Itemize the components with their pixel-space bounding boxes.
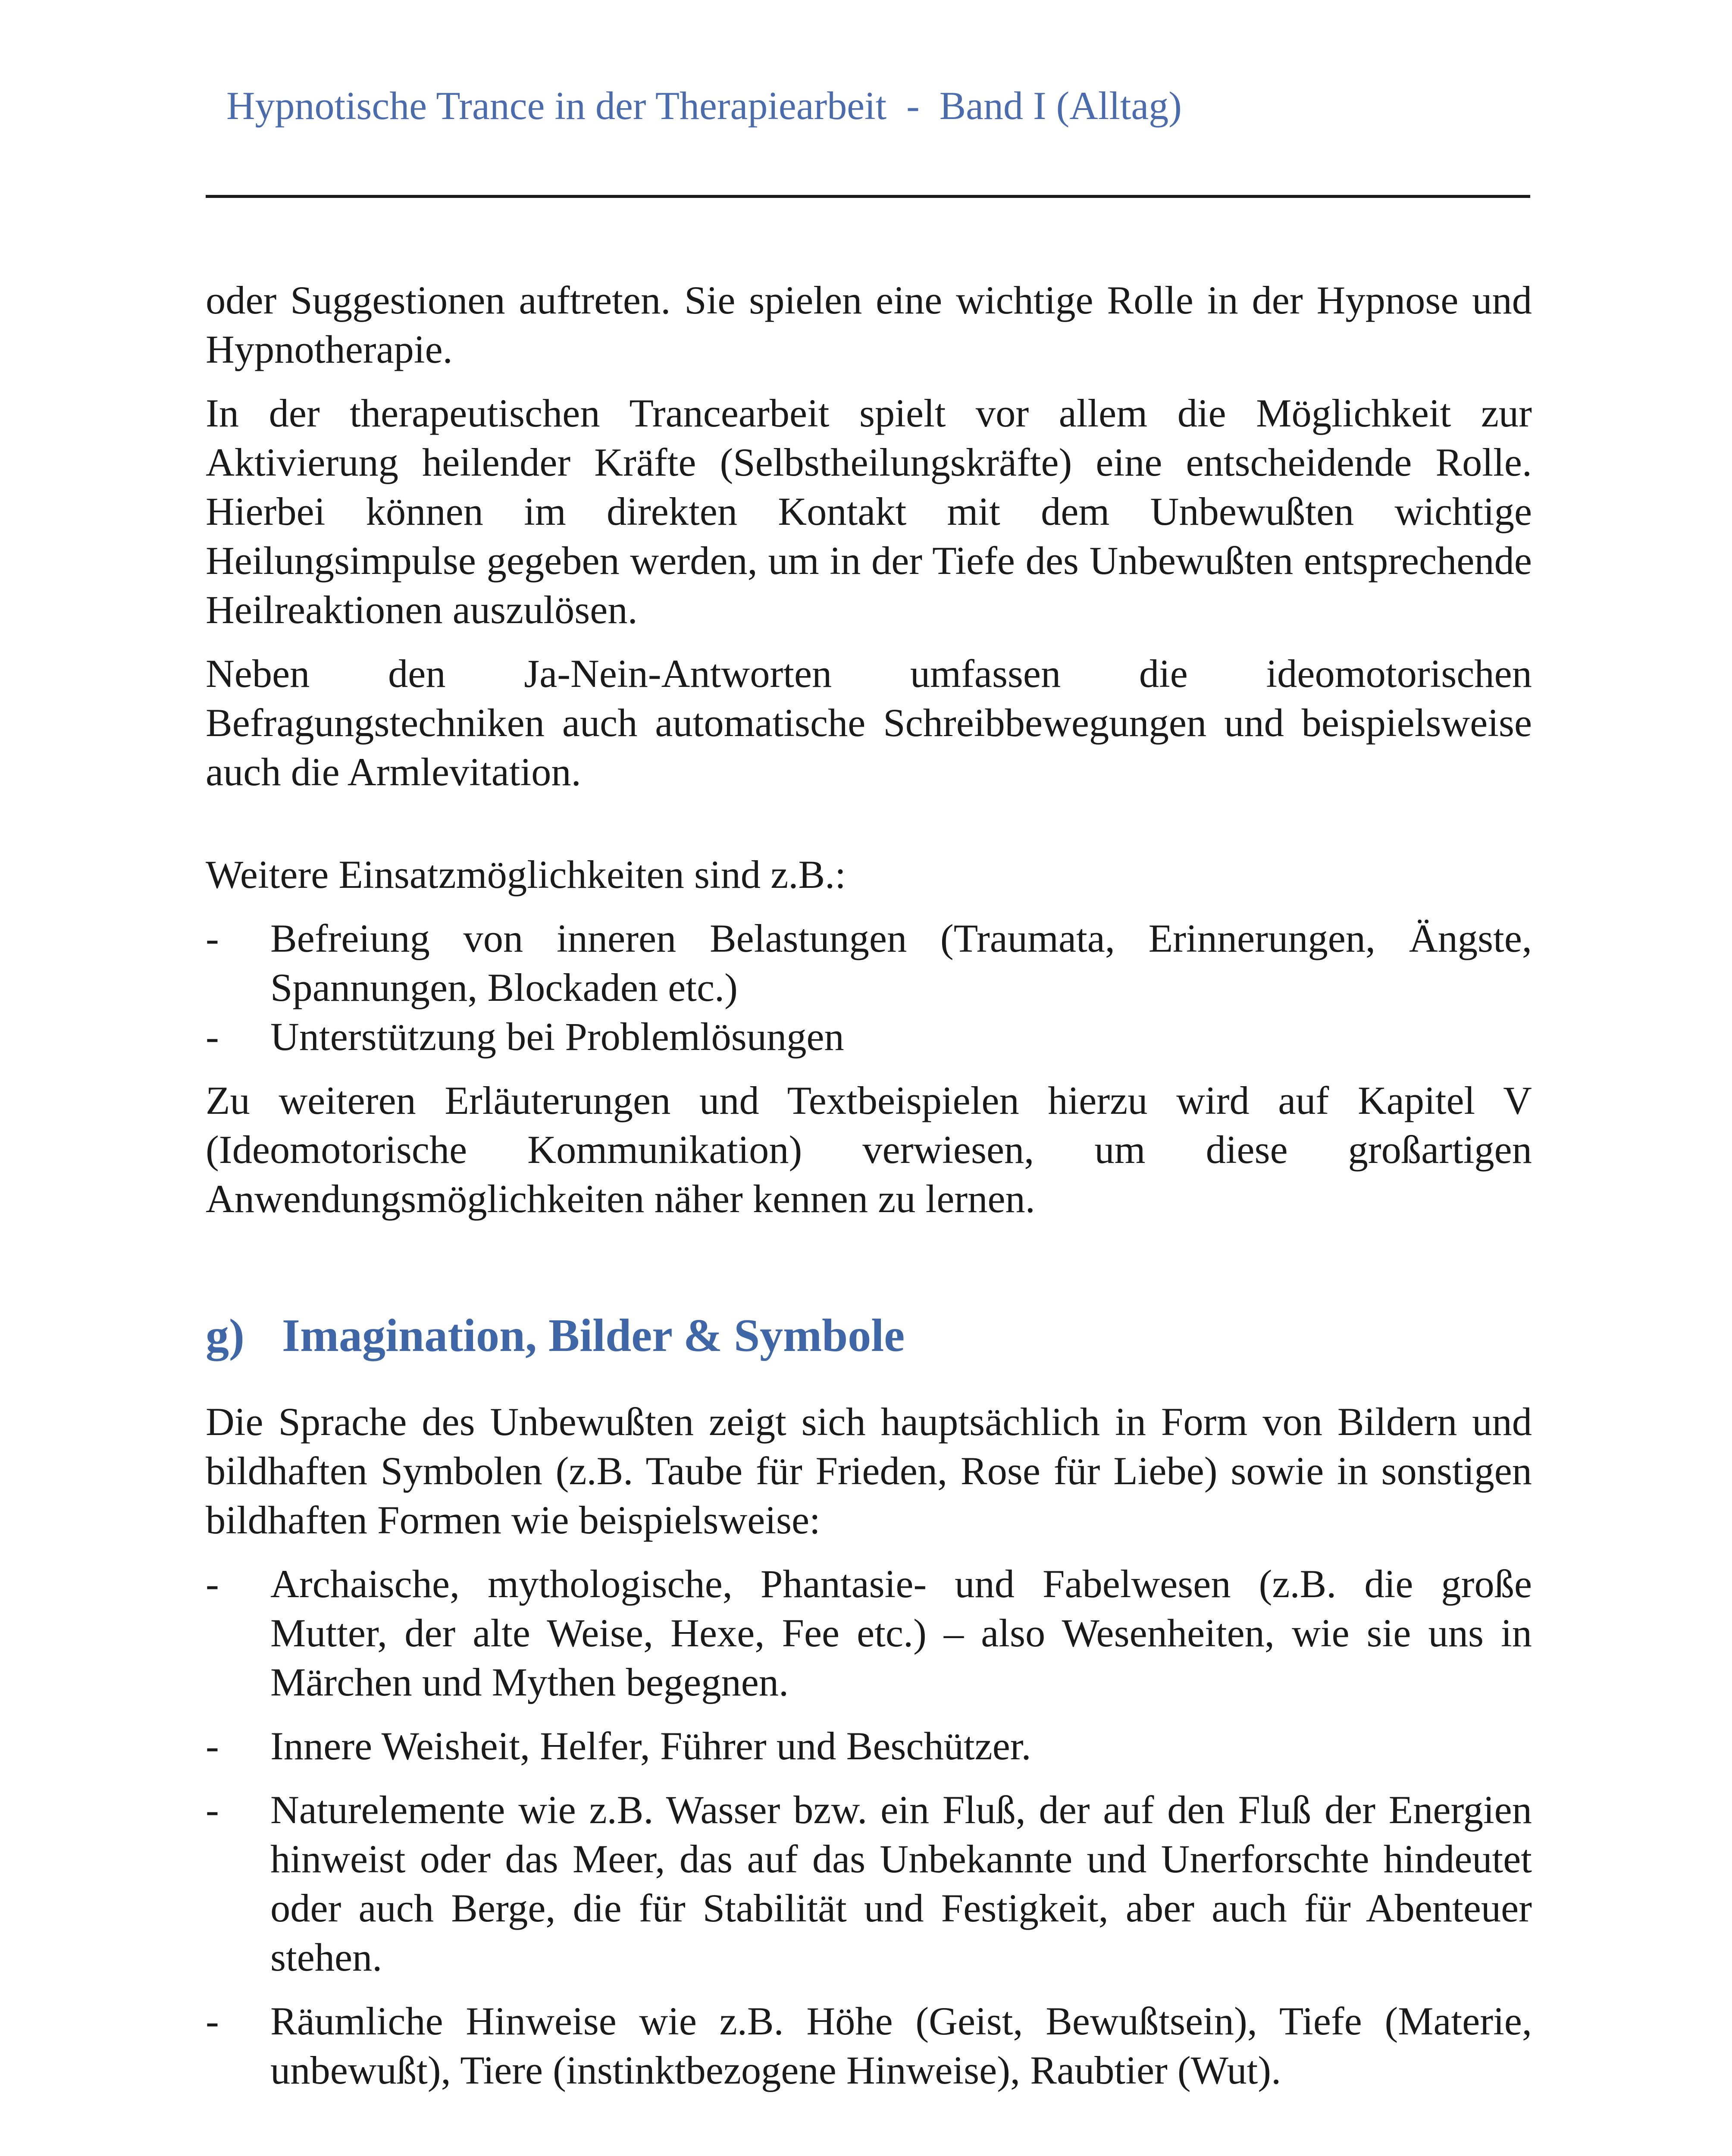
list-item-text: Unterstützung bei Problemlösungen xyxy=(270,1015,844,1059)
header-divider xyxy=(206,195,1530,198)
list-item-text: Räumliche Hinweise wie z.B. Höhe (Geist, Bewußtsein), Tiefe (Materie, unbewußt), Tiere (instinktbezogene Hinweise), Raubtier (Wut). xyxy=(270,1999,1532,2093)
paragraph: Zu weiteren Erläuterungen und Textbeispielen hierzu wird auf Kapitel V (Ideomotorische Kommunikation) verwiesen, um diese großartigen Anwendungsmöglichkeiten näher kennen zu lernen. xyxy=(206,1079,1532,1221)
list-item-text: Befreiung von inneren Belastungen (Traumata, Erinnerungen, Ängste, Spannungen, Blockaden etc.) xyxy=(270,917,1532,1010)
list-item-text: Archaische, mythologische, Phantasie- und Fabelwesen (z.B. die große Mutter, der alte Weise, Hexe, Fee etc.) – also Wesenheiten, wie sie uns in Märchen und Mythen begegnen. xyxy=(270,1562,1532,1705)
list-item xyxy=(206,1722,1532,1771)
section-title: Imagination, Bilder & Symbole xyxy=(282,1310,905,1361)
paragraph: oder Suggestionen auftreten. Sie spielen eine wichtige Rolle in der Hypnose und Hypnotherapie. xyxy=(206,279,1532,372)
paragraph: In der therapeutischen Trancearbeit spielt vor allem die Möglichkeit zur Aktivierung heilender Kräfte (Selbstheilungskräfte) eine entscheidende Rolle. Hierbei können im direkten Kontakt mit dem Unbewußten wichtige Heilungsimpulse gegeben werden, um in der Tiefe des Unbewußten entsprechende Heilreaktionen auszulösen. xyxy=(206,392,1532,632)
document-body xyxy=(206,276,1532,2110)
symbol-forms-list xyxy=(206,1560,1532,2095)
section-heading xyxy=(206,1308,1532,1364)
dash-bullet: - xyxy=(206,1562,219,1606)
dash-bullet: - xyxy=(206,1788,219,1832)
section-intro: Die Sprache des Unbewußten zeigt sich hauptsächlich in Form von Bildern und bildhaften Symbolen (z.B. Taube für Frieden, Rose für Liebe) sowie in sonstigen bildhaften Formen wie beispielsweise: xyxy=(206,1400,1532,1542)
running-header: Hypnotische Trance in der Therapiearbeit - Band I (Alltag) xyxy=(226,84,1182,128)
list-item xyxy=(206,1786,1532,1982)
list-item xyxy=(206,1997,1532,2095)
dash-bullet: - xyxy=(206,1724,219,1768)
list-item-text: Innere Weisheit, Helfer, Führer und Beschützer. xyxy=(270,1724,1031,1768)
dash-bullet: - xyxy=(206,1015,219,1059)
list-item xyxy=(206,1560,1532,1707)
section-letter: g) xyxy=(206,1310,244,1361)
dash-bullet: - xyxy=(206,1999,219,2043)
list-intro: Weitere Einsatzmöglichkeiten sind z.B.: xyxy=(206,853,846,897)
list-item xyxy=(206,1012,1532,1062)
uses-list xyxy=(206,914,1532,1062)
list-item-text: Naturelemente wie z.B. Wasser bzw. ein Fluß, der auf den Fluß der Energien hinweist oder das Meer, das auf das Unbekannte und Unerforschte hindeutet oder auch Berge, die für Stabilität und Festigkeit, aber auch für Abenteuer stehen. xyxy=(270,1788,1532,1980)
dash-bullet: - xyxy=(206,917,219,961)
paragraph: Neben den Ja-Nein-Antworten umfassen die ideomotorischen Befragungstechniken auch automatische Schreibbewegungen und beispielsweise auch die Armlevitation. xyxy=(206,652,1532,794)
list-item xyxy=(206,914,1532,1012)
